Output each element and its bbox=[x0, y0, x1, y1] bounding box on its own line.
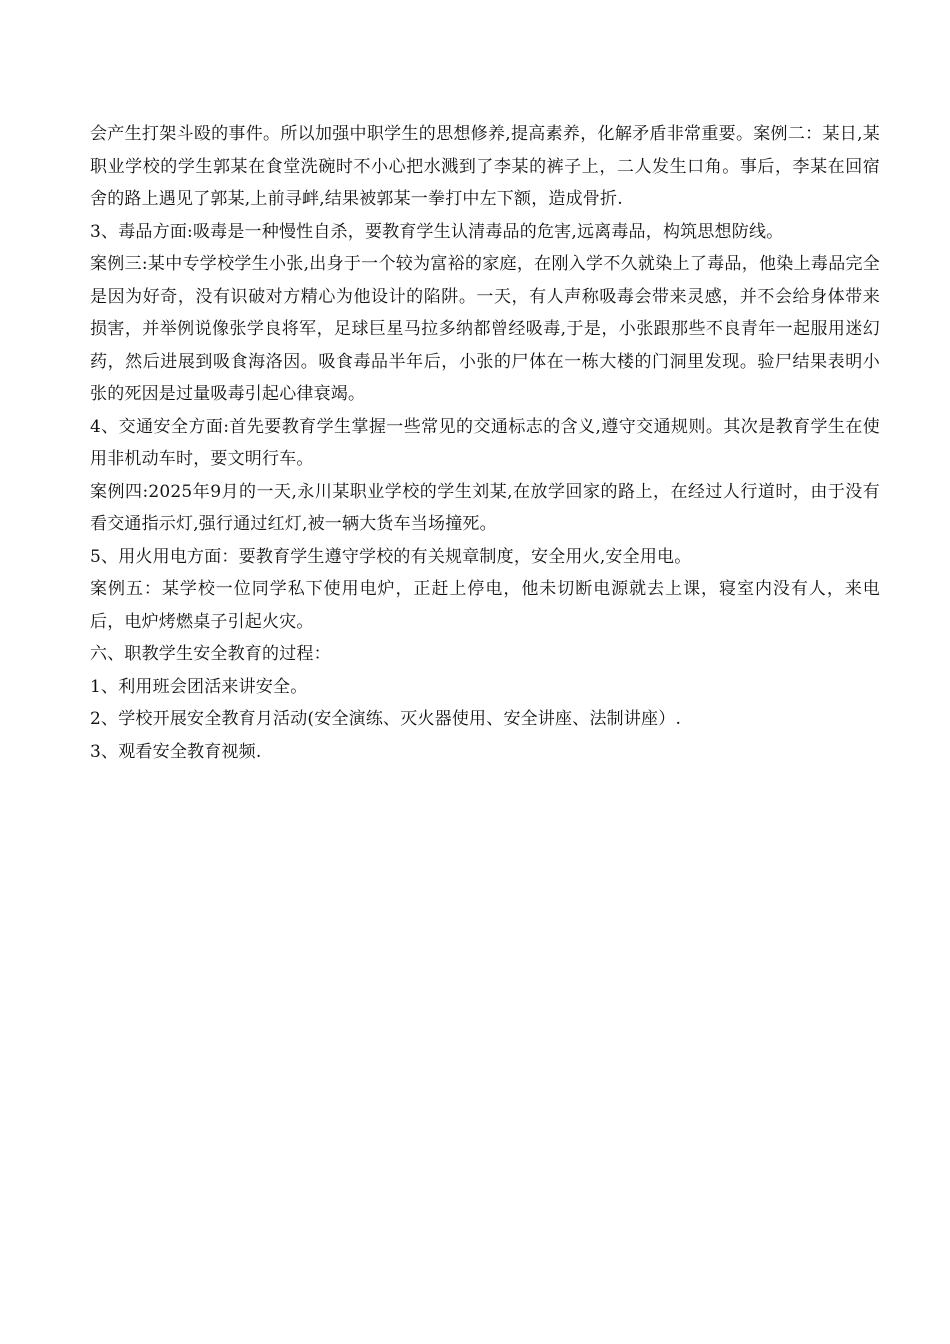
paragraph-traffic-safety: 4、交通安全方面:首先要教育学生掌握一些常见的交通标志的含义,遵守交通规则。其次是教育学生在使用非机动车时，要文明行车。 bbox=[90, 416, 880, 469]
paragraph-case-three: 案例三:某中专学校学生小张,出身于一个较为富裕的家庭，在刚入学不久就染上了毒品，他染上毒品完全是因为好奇，没有识破对方精心为他设计的陷阱。一天，有人声称吸毒会带来灵感，并不会给身体带来损害，并举例说像张学良将军，足球巨星马拉多纳都曾经吸毒,于是，小张跟那些不良青年一起服用迷幻药，然后进展到吸食海洛因。吸食毒品半年后，小张的尸体在一栋大楼的门洞里发现。验尸结果表明小张的死因是过量吸毒引起心律衰竭。 bbox=[90, 254, 880, 404]
paragraph-case-four: 案例四:2025年9月的一天,永川某职业学校的学生刘某,在放学回家的路上，在经过人行道时，由于没有看交通指示灯,强行通过红灯,被一辆大货车当场撞死。 bbox=[90, 481, 880, 534]
section-heading-education-process: 六、职教学生安全教育的过程： bbox=[90, 644, 331, 664]
paragraph-case-two: 会产生打架斗殴的事件。所以加强中职学生的思想修养,提高素养，化解矛盾非常重要。案例二：某日,某职业学校的学生郭某在食堂洗碗时不小心把水溅到了李某的裤子上，二人发生口角。事后，李某在回宿舍的路上遇见了郭某,上前寻衅,结果被郭某一拳打中左下额，造成骨折. bbox=[90, 124, 880, 209]
document-body bbox=[90, 118, 880, 768]
list-item-class-meetings: 1、利用班会团活来讲安全。 bbox=[90, 676, 308, 697]
list-item-safety-month: 2、学校开展安全教育月活动(安全演练、灭火器使用、安全讲座、法制讲座）. bbox=[90, 709, 682, 729]
paragraph-drug-safety: 3、毒品方面:吸毒是一种慢性自杀，要教育学生认清毒品的危害,远离毒品，构筑思想防线。 bbox=[90, 221, 784, 242]
paragraph-case-five: 案例五：某学校一位同学私下使用电炉，正赶上停电，他未切断电源就去上课，寝室内没有人，来电后，电炉烤燃桌子引起火灾。 bbox=[90, 579, 880, 632]
list-item-safety-videos: 3、观看安全教育视频. bbox=[90, 741, 262, 762]
paragraph-fire-electric-safety: 5、用火用电方面：要教育学生遵守学校的有关规章制度，安全用火,安全用电。 bbox=[90, 546, 692, 567]
